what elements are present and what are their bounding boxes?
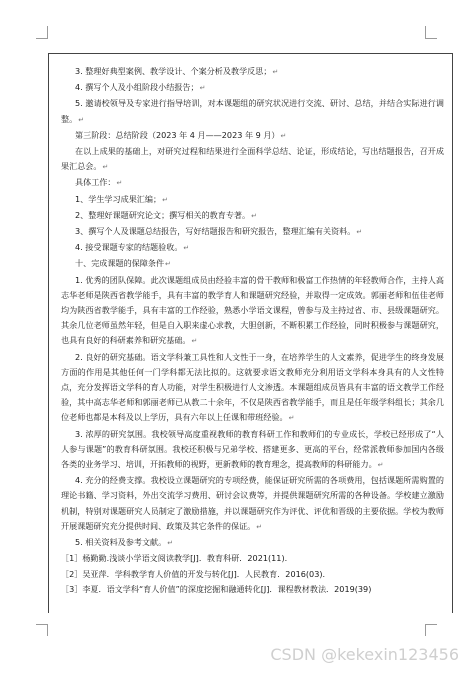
paragraph-mark-icon: ↵ bbox=[183, 244, 190, 253]
paragraph-text: 1. 优秀的团队保障。此次课题组成员由经验丰富的骨干教师和极富工作热情的年轻教师合作，主持人高志华老师是陕西省教学能手，具有丰富的教学育人和课题研究经验，并取得一定成效。郭丽老师和伍佳老师均为陕西省教学能手，具有丰富的工作经验，熟悉小学语文课程，曾参与及主持过省、市、县级课题研究。其余几位老师虽然年轻，但是自入职来虚心求教，大胆创新，不断积累工作经验，同时积极参与课题研究，也具有良好的科研素养和研究基础。 bbox=[61, 274, 444, 346]
paragraph bbox=[61, 273, 444, 350]
paragraph-mark-icon: ↵ bbox=[191, 337, 198, 346]
paragraph-text: 1、学生学习成果汇编； bbox=[75, 193, 162, 204]
paragraph-text: 3. 整理好典型案例、教学设计、个案分析及教学反思； bbox=[75, 66, 272, 76]
paragraph bbox=[61, 350, 444, 427]
paragraph-mark-icon: ↵ bbox=[165, 260, 171, 269]
paragraph-mark-icon: ↵ bbox=[116, 179, 123, 188]
paragraph-mark-icon: ↵ bbox=[162, 195, 168, 204]
paragraph-mark-icon: ↵ bbox=[102, 163, 109, 172]
reference-item: ［1］杨勤勤.浅谈小学语文阅读教学[J]．教育科研．2021(11). bbox=[61, 553, 288, 564]
paragraph-mark-icon: ↵ bbox=[78, 115, 85, 124]
paragraph-mark-icon: ↵ bbox=[256, 522, 263, 531]
crop-mark-bottom-left-v bbox=[47, 624, 48, 636]
paragraph-text: 4. 接受课题专家的结题验收。 bbox=[75, 242, 183, 253]
paragraph bbox=[61, 256, 444, 272]
paragraph bbox=[61, 175, 444, 191]
reference-list bbox=[61, 551, 444, 598]
paragraph bbox=[61, 473, 444, 535]
paragraph bbox=[61, 96, 444, 127]
paragraph-text: 第三阶段：总结阶段（2023 年 4 月——2023 年 9 月） bbox=[75, 129, 280, 140]
paragraph-mark-icon: ↵ bbox=[199, 84, 206, 93]
paragraph bbox=[61, 427, 444, 474]
paragraph-text: 3. 浓厚的研究氛围。我校领导高度重视教师的教育科研工作和教师们的专业成长，学校已经形成了“人人参与课题”的教育科研氛围。我校还积极与兄弟学校、搭建更多、更高的平台，经常派教师参加国内各级各类的业务学习、培训，开拓教师的视野，更新教师的教育理念，提高教师的科研能力。 bbox=[61, 428, 444, 470]
paragraph-text: 5. 邀请校领导及专家进行指导培训，对本课题组的研究状况进行交流、研讨、总结，并结合实际进行调整。 bbox=[61, 98, 444, 124]
crop-mark-bottom-right-h bbox=[425, 624, 437, 625]
paragraph-text: 具体工作： bbox=[75, 177, 116, 188]
paragraph-mark-icon: ↵ bbox=[356, 228, 363, 237]
paragraph-text: 在以上成果的基础上，对研究过程和结果进行全面科学总结、论证，形成结论，写出结题报告，召开成果汇总会。 bbox=[61, 146, 444, 172]
crop-mark-top-right-h bbox=[425, 38, 437, 39]
paragraph-mark-icon: ↵ bbox=[377, 461, 384, 470]
crop-mark-bottom-right-v bbox=[425, 624, 426, 636]
reference-item: ［2］吴亚萍．学科教学育人价值的开发与转化[J]．人民教育．2016(03). bbox=[61, 568, 326, 579]
paragraph-text: 3、撰写个人及课题总结报告，写好结题报告和研究报告，整理汇编有关资料。 bbox=[75, 226, 356, 237]
paragraph bbox=[61, 80, 444, 96]
paragraph-mark-icon: ↵ bbox=[167, 539, 174, 548]
paragraph bbox=[61, 208, 444, 224]
watermark: CSDN @kekexin123456 bbox=[270, 645, 459, 664]
paragraph-mark-icon: ↵ bbox=[251, 211, 257, 220]
paragraph-mark-icon: ↵ bbox=[280, 131, 287, 140]
paragraph bbox=[61, 535, 444, 551]
crop-mark-top-right-v bbox=[425, 26, 426, 38]
paragraph-text: 4. 充分的经费支撑。我校设立课题研究的专项经费，能保证研究所需的各项费用，包括课题所需购置的理论书籍、学习资料，外出交流学习费用、研讨会议费等，并提供课题研究所需的各种设备。学校建立激励机制，特别对课题研究人员制定了激励措施，并以课题研究作为评优、评优和晋级的主要依据。学校为教师开展课题研究充分提供时间、政策及其它条件的保证。 bbox=[61, 475, 444, 531]
paragraph bbox=[61, 128, 444, 144]
paragraph-text: 4. 撰写个人及小组阶段小结报告； bbox=[75, 82, 199, 93]
crop-mark-top-left-h bbox=[36, 38, 48, 39]
paragraph bbox=[61, 192, 444, 208]
document-body[interactable] bbox=[61, 64, 444, 598]
paragraph bbox=[61, 64, 444, 80]
paragraph-text: 5. 相关资料及参考文献。 bbox=[75, 537, 167, 548]
paragraph bbox=[61, 224, 444, 240]
paragraph-list bbox=[61, 64, 444, 551]
reference-item: ［3］李夏．语文学科“育人价值”的深度挖掘和融通转化[J]．课程教材教法．2019(39) bbox=[61, 584, 372, 595]
crop-mark-top-left-v bbox=[47, 26, 48, 38]
paragraph-text: 2. 良好的研究基础。语文学科兼工具性和人文性于一身，在培养学生的人文素养，促进学生的终身发展方面的作用是其他任何一门学科都无法比拟的。这就要求语文教师充分利用语文学科本身具有的人文性特点，充分发挥语文学科的育人功能，对学生积极进行人文渗透。本课题组成员皆具有丰富的语文教学工作经验，其中高志华老师和郭丽老师已从教二十余年，不仅是陕西省教学能手，而且是任年级学科组长；其余几位老师也都是本科及以上学历，具有六年以上任课和带班经验。 bbox=[61, 351, 444, 423]
paragraph-mark-icon: ↵ bbox=[288, 414, 295, 423]
document-page[interactable] bbox=[48, 53, 453, 613]
paragraph bbox=[61, 144, 444, 175]
paragraph-mark-icon: ↵ bbox=[272, 68, 279, 76]
paragraph bbox=[61, 240, 444, 256]
paragraph-text: 十、完成课题的保障条件 bbox=[75, 258, 165, 269]
paragraph-text: 2、整理好课题研究论文；撰写相关的教育专著。 bbox=[75, 209, 251, 220]
